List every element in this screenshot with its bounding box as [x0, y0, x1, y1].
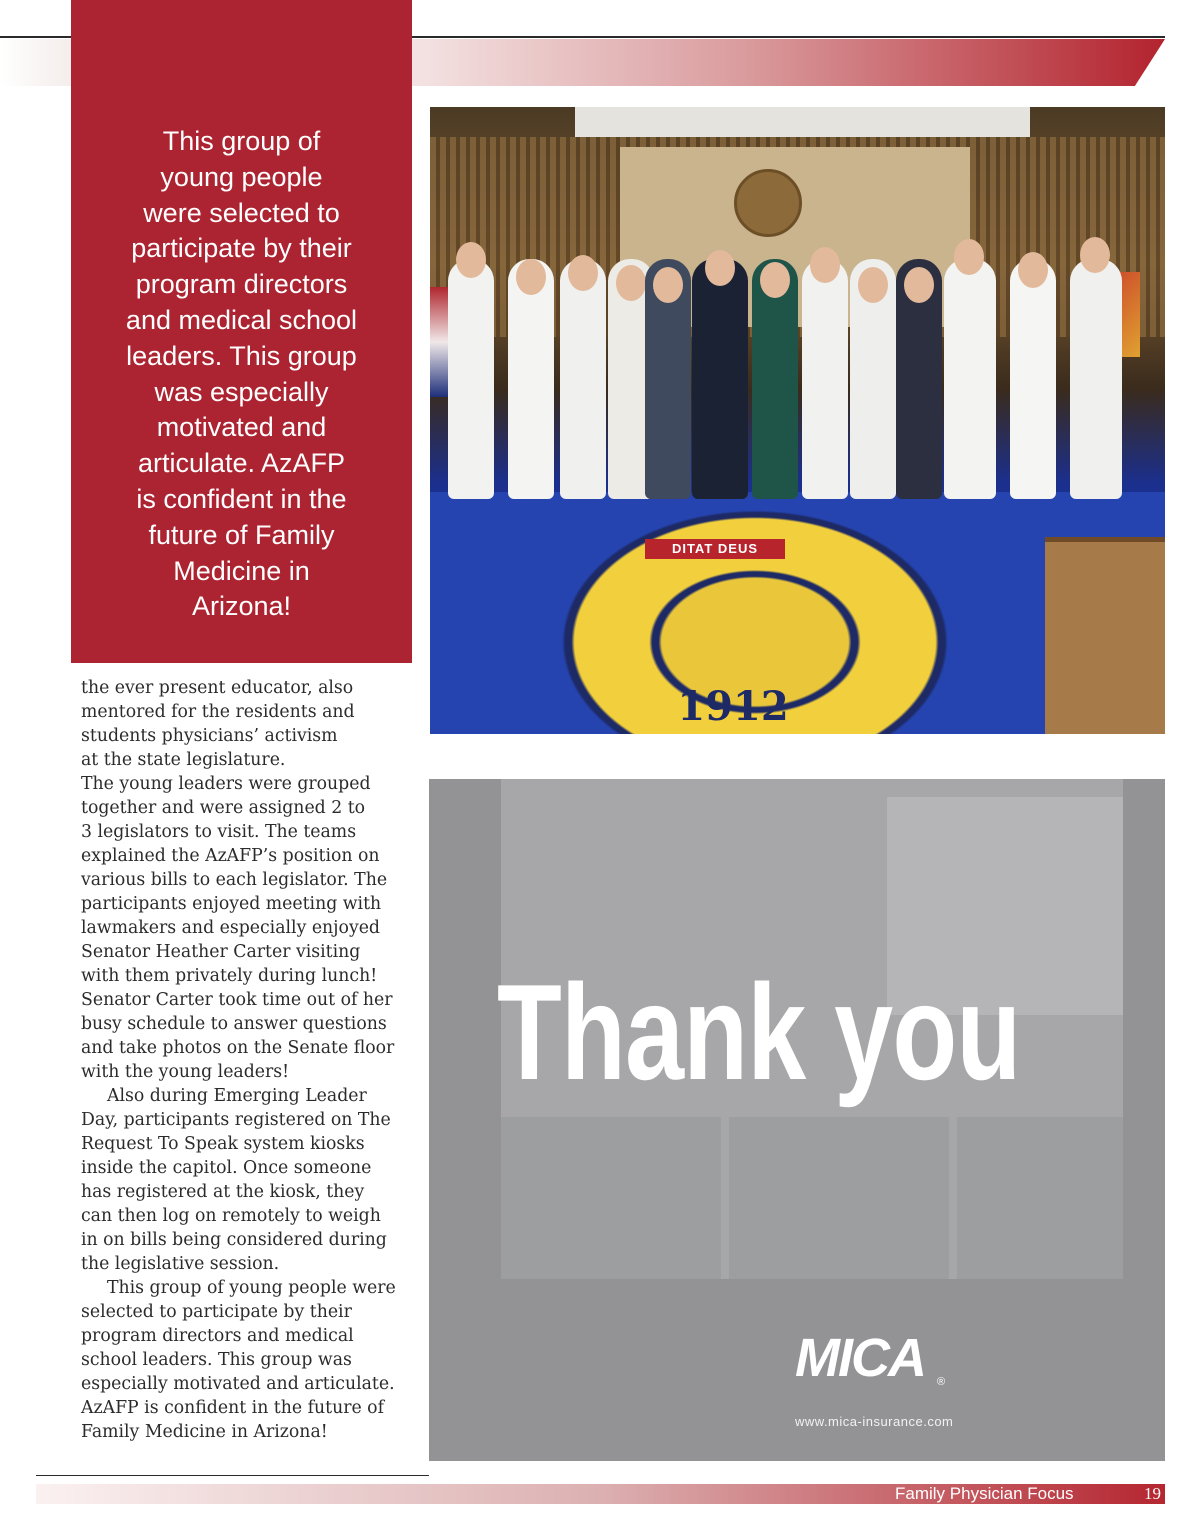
- pull-quote-text: This group of young people were selected to participate by their program directors and medical school leaders. This group was especially motivated and articulate. AzAFP is confident in the future of Family Medicine in Arizona!: [125, 126, 358, 622]
- group-photo: [430, 107, 1165, 734]
- ad-url[interactable]: www.mica-insurance.com: [795, 1414, 954, 1429]
- mica-ad: [429, 779, 1165, 1461]
- person-head: [616, 265, 646, 301]
- page-number: 19: [1144, 1484, 1161, 1503]
- person-figure: [1010, 259, 1056, 499]
- person-figure: [692, 259, 748, 499]
- mica-logo: MICA: [795, 1328, 925, 1388]
- person-head: [705, 250, 735, 286]
- person-head: [1018, 252, 1048, 288]
- people-group: [430, 107, 1165, 734]
- footer-publication: Family Physician Focus: [895, 1484, 1074, 1503]
- person-head: [1080, 237, 1110, 273]
- person-figure: [560, 259, 606, 499]
- seal-year: 1912: [677, 683, 789, 730]
- person-head: [954, 239, 984, 275]
- ad-photo-tile: [729, 1117, 949, 1279]
- article-paragraph: This group of young people were selected to participate by their program directors and medical school leaders. This group was especially motivated and articulate. AzAFP is confident in the future of Family Medicine in Arizona!: [81, 1278, 396, 1442]
- header-band: [412, 39, 1165, 86]
- person-head: [516, 259, 546, 295]
- person-figure: [944, 259, 996, 499]
- person-head: [568, 255, 598, 291]
- person-head: [858, 267, 888, 303]
- person-head: [456, 242, 486, 278]
- person-figure: [508, 259, 554, 499]
- seal-motto: DITAT DEUS: [645, 539, 785, 559]
- person-figure: [1070, 259, 1122, 499]
- pull-quote-box: [71, 0, 412, 663]
- person-head: [904, 267, 934, 303]
- person-head: [760, 262, 790, 298]
- person-head: [653, 267, 683, 303]
- article-paragraph: the ever present educator, also mentored for the residents and students physicians’ activism at the state legislature.: [81, 678, 355, 770]
- bottom-rule: [36, 1475, 429, 1476]
- article-body: [81, 676, 416, 1444]
- ad-photo-tile: [501, 1117, 721, 1279]
- ad-photo-tile: [957, 1117, 1123, 1279]
- header-band-left: [0, 39, 75, 86]
- person-head: [810, 247, 840, 283]
- person-figure: [802, 259, 848, 499]
- person-figure: [448, 259, 494, 499]
- article-paragraph: The young leaders were grouped together and were assigned 2 to 3 legislators to visit. The teams explained the AzAFP’s position on various bills to each legislator. The participants enjoyed meeting with lawmakers and especially enjoyed Senator Heather Carter visiting with them privately during lunch! Senator Carter took time out of her busy schedule to answer questions and take photos on the Senate floor with the young leaders!: [81, 774, 395, 1082]
- ad-headline: Thank you: [497, 956, 1021, 1108]
- article-paragraph: Also during Emerging Leader Day, participants registered on The Request To Speak system kiosks inside the capitol. Once someone has registered at the kiosk, they can then log on remotely to weigh in on bills being considered during the legislative session.: [81, 1086, 391, 1274]
- registered-mark: ®: [937, 1376, 946, 1388]
